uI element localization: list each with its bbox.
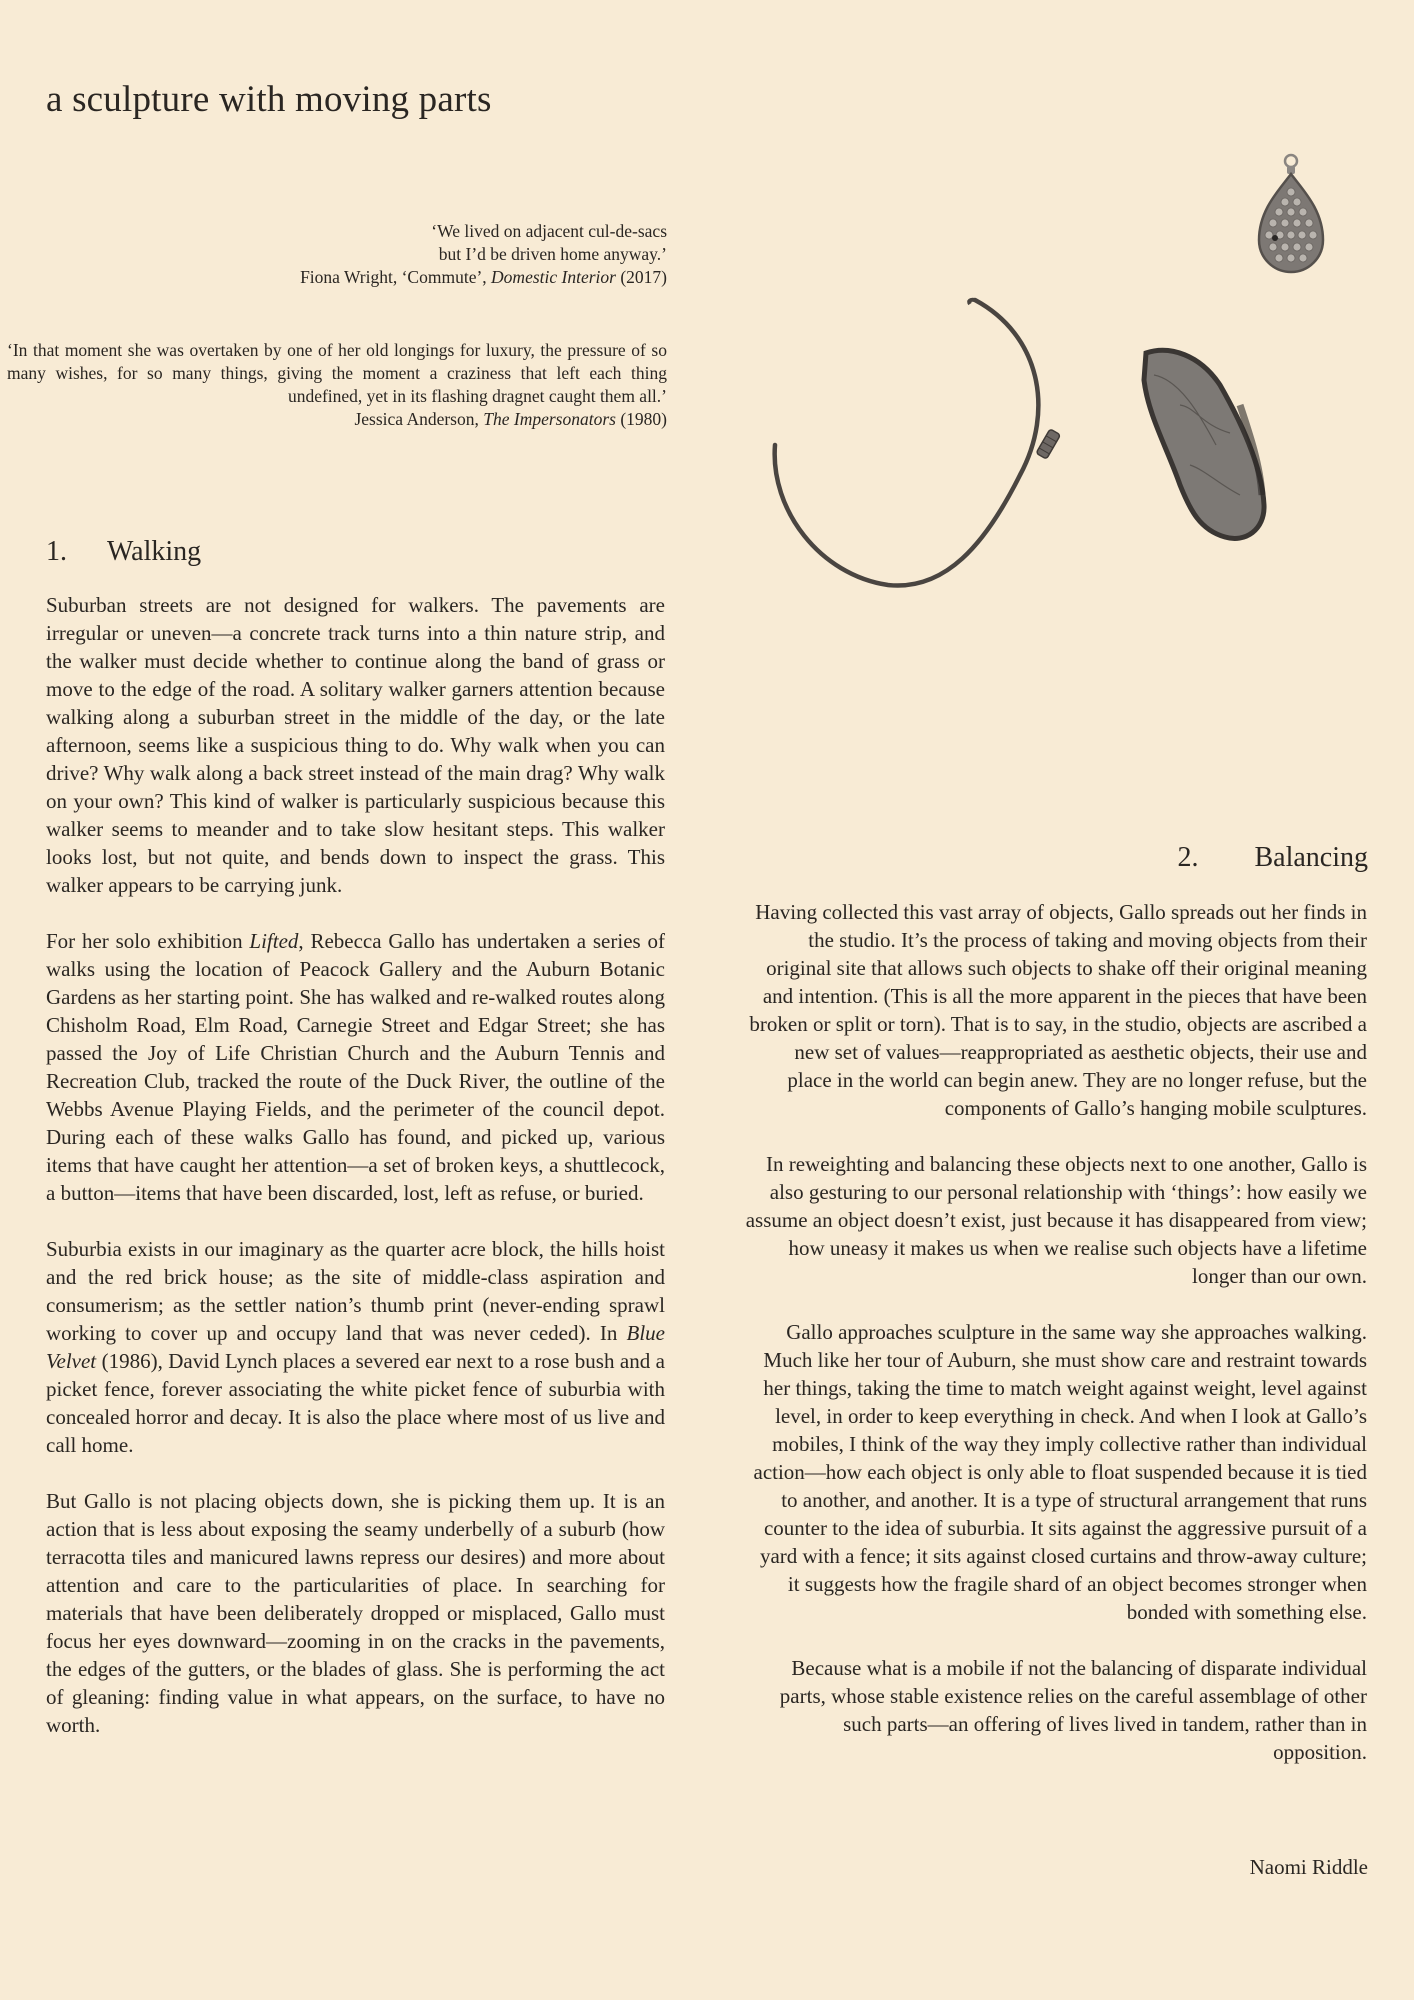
epigraph-line: but I’d be driven home anyway.’ [438,244,667,264]
epigraph-jessica-anderson [7,339,667,431]
page-title: a sculpture with moving parts [46,79,492,120]
paragraph: Because what is a mobile if not the balancing of disparate individual parts, whose stable existence relies on the careful assemblage of other such parts—an offering of lives lived in tandem, rather than in opposition. [779,1656,1367,1764]
section-number: 1. [46,536,67,567]
paragraph: Suburban streets are not designed for walkers. The pavements are irregular or uneven—a concrete track turns into a thin nature strip, and the walker must decide whether to continue along the band of grass or move to the edge of the road. A solitary walker garners attention because walking along a suburban street in the middle of the day, or the late afternoon, seems like a suspicious thing to do. Why walk when you can drive? Why walk along a back street instead of the main drag? Why walk on your own? This kind of walker is particularly suspicious because this walker seems to meander and to take slow hesitant steps. This walker looks lost, but not quite, and bends down to inspect the grass. This walker appears to be carrying junk. [46,593,665,897]
section-heading-balancing [1177,842,1368,874]
section-number: 2. [1177,842,1199,873]
author-signature: Naomi Riddle [1249,1855,1368,1879]
section-heading-walking [46,536,201,568]
epigraph-attribution: Jessica Anderson, The Impersonators (1980) [354,409,667,429]
epigraph-line: ‘We lived on adjacent cul-de-sacs [431,221,667,241]
epigraph-fiona-wright [7,220,667,289]
stone-shard-icon [1140,345,1270,545]
wire-hoop-icon [770,295,1070,595]
paragraph: For her solo exhibition Lifted, Rebecca Gallo has undertaken a series of walks using the location of Peacock Gallery and the Auburn Botanic Gardens as her starting point. She has walked and re-walked routes along Chisholm Road, Elm Road, Carnegie Street and Edgar Street; she has passed the Joy of Life Christian Church and the Auburn Tennis and Recreation Club, tracked the route of the Duck River, the outline of the Webbs Avenue Playing Fields, and the perimeter of the council depot. During each of these walks Gallo has found, and picked up, various items that have caught her attention—a set of broken keys, a shuttlecock, a button—items that have been discarded, lost, left as refuse, or buried. [46,929,665,1205]
paragraph: But Gallo is not placing objects down, she is picking them up. It is an action that is less about exposing the seamy underbelly of a suburb (how terracotta tiles and manicured lawns repress our desires) and more about attention and care to the particularities of place. In searching for materials that have been deliberately dropped or misplaced, Gallo must focus her eyes downward—zooming in on the cracks in the pavements, the edges of the gutters, or the blades of glass. She is performing the act of gleaning: finding value in what appears, on the surface, to have no worth. [46,1489,665,1737]
epigraph-attribution: Fiona Wright, ‘Commute’, Domestic Interior (2017) [300,267,667,287]
paragraph: Having collected this vast array of objects, Gallo spreads out her finds in the studio. It’s the process of taking and moving objects from their original site that allows such objects to shake off their original meaning and intention. (This is all the more apparent in the pieces that have been broken or split or torn). That is to say, in the studio, objects are ascribed a new set of values—reappropriated as aesthetic objects, their use and place in the world can begin anew. They are no longer refuse, but the components of Gallo’s hanging mobile sculptures. [749,900,1367,1120]
section-title: Walking [107,536,202,567]
pendant-icon [1255,150,1327,280]
paragraph: Suburbia exists in our imaginary as the quarter acre block, the hills hoist and the red brick house; as the site of middle-class aspiration and consumerism; as the settler nation’s thumb print (never-ending sprawl working to cover up and occupy land that was never ceded). In Blue Velvet (1986), David Lynch places a severed ear next to a rose bush and a picket fence, forever associating the white picket fence of suburbia with concealed horror and decay. It is also the place where most of us live and call home. [46,1237,665,1457]
epigraph-quote: ‘In that moment she was overtaken by one of her old longings for luxury, the pressure of so many wishes, for so many things, giving the moment a craziness that left each thing undefined, yet in its flashing dragnet caught them all.’ [7,340,667,406]
walking-column [46,591,665,1767]
paragraph: Gallo approaches sculpture in the same way she approaches walking. Much like her tour of Auburn, she must show care and restraint towards her things, taking the time to match weight against weight, level against level, in order to keep everything in check. And when I look at Gallo’s mobiles, I think of the way they imply collective rather than individual action—how each object is only able to float suspended because it is tied to another, and another. It is a type of structural arrangement that runs counter to the idea of suburbia. It sits against the aggressive pursuit of a yard with a fence; it sits against closed curtains and throw-away culture; it suggests how the fragile shard of an object becomes stronger when bonded with something else. [753,1320,1367,1624]
balancing-column [745,898,1367,1794]
section-title: Balancing [1254,842,1368,873]
paragraph: In reweighting and balancing these objects next to one another, Gallo is also gesturing to our personal relationship with ‘things’: how easily we assume an object doesn’t exist, just because it has disappeared from view; how uneasy it makes us when we realise such objects have a lifetime longer than our own. [745,1152,1367,1288]
